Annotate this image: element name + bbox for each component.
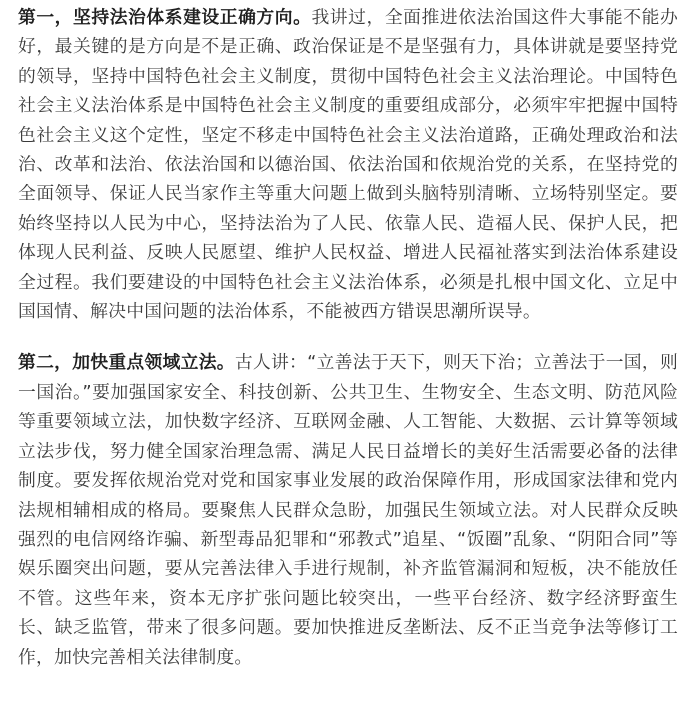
paragraph-first-lead: 第一，坚持法治体系建设正确方向。 bbox=[18, 7, 312, 28]
paragraph-second bbox=[18, 348, 678, 671]
paragraph-second-lead: 第二，加快重点领域立法。 bbox=[18, 352, 235, 374]
paragraph-first-body: 我讲过，全面推进依法治国这件大事能不能办好，最关键的是方向是不是正确、政治保证是不是坚强有力，具体讲就是要坚持党的领导，坚持中国特色社会主义制度，贯彻中国特色社会主义法治理论。中国特色社会主义法治体系是中国特色社会主义制度的重要组成部分，必须牢牢把握中国特色社会主义这个定性，坚定不移走中国特色社会主义法治道路，正确处理政治和法治、改革和法治、依法治国和以德治国、依法治国和依规治党的关系，在坚持党的全面领导、保证人民当家作主等重大问题上做到头脑特别清晰、立场特别坚定。要始终坚持以人民为中心，坚持法治为了人民、依靠人民、造福人民、保护人民，把体现人民利益、反映人民愿望、维护人民权益、增进人民福祉落实到法治体系建设全过程。我们要建设的中国特色社会主义法治体系，必须是扎根中国文化、立足中国国情、解决中国问题的法治体系，不能被西方错误思潮所误导。 bbox=[18, 7, 678, 323]
paragraph-first bbox=[18, 3, 678, 326]
paragraph-second-body: 古人讲：“立善法于天下，则天下治；立善法于一国，则一国治。”要加强国家安全、科技创新、公共卫生、生物安全、生态文明、防范风险等重要领域立法，加快数字经济、互联网金融、人工智能、大数据、云计算等领域立法步伐，努力健全国家治理急需、满足人民日益增长的美好生活需要必备的法律制度。要发挥依规治党对党和国家事业发展的政治保障作用，形成国家法律和党内法规相辅相成的格局。要聚焦人民群众急盼，加强民生领域立法。对人民群众反映强烈的电信网络诈骗、新型毒品犯罪和“邪教式”追星、“饭圈”乱象、“阴阳合同”等娱乐圈突出问题，要从完善法律入手进行规制，补齐监管漏洞和短板，决不能放任不管。这些年来，资本无序扩张问题比较突出，一些平台经济、数字经济野蛮生长、缺乏监管，带来了很多问题。要加快推进反垄断法、反不正当竞争法等修订工作，加快完善相关法律制度。 bbox=[18, 352, 678, 668]
